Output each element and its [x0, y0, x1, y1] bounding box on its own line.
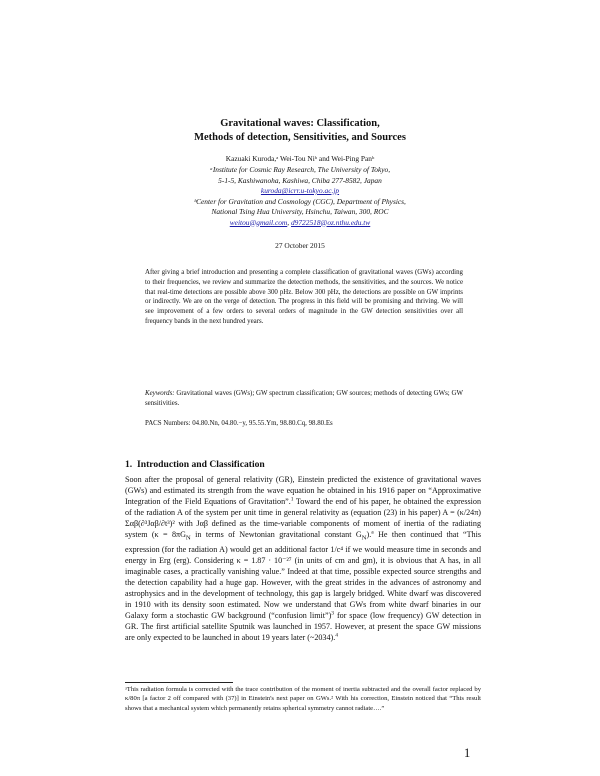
affiliation-a-line-2: 5-1-5, Kashiwanoha, Kashiwa, Chiba 277-8582, Japan [218, 175, 382, 185]
affiliation-b-line-1: ᵇCenter for Gravitation and Cosmology (CGC), Department of Physics, [194, 196, 406, 206]
affiliation-a-line-1: ᵃInstitute for Cosmic Ray Research, The University of Tokyo, [209, 165, 391, 174]
section-number: 1. [125, 459, 133, 470]
keywords-text: Gravitational waves (GWs); GW spectrum classification; GW sources; methods of detecting GWs; GW sensitivities. [145, 390, 463, 407]
abstract-text: After giving a brief introduction and presenting a complete classification of gravitational waves (GWs) according to their frequencies, we review and summarize the detection methods, the sensitivities, and the sources. We notice that real-time detections are possible above 300 pHz. Below 300 pHz, the detections are possible on GW imprints or indirectly. We are on the verge of detection. The progress in this field will be promising and thriving. We will see improvement of a few orders to several orders of magnitude in the GW detection sensitivities over all frequency bands in the next hundred years. [145, 269, 463, 325]
email-separator: , [287, 217, 291, 227]
page-number: 1 [464, 746, 471, 760]
pacs-numbers: PACS Numbers: 04.80.Nn, 04.80.−y, 95.55.Ym, 98.80.Cq, 98.80.Es [145, 420, 333, 427]
affiliation-b-email-row [0, 218, 600, 229]
body-text-4: He then continued that “This expression (for the radiation A) would get an additional factor 1/c⁴ if we would measure time in seconds and energy in Erg (erg). Considering κ = 1.87 · 10⁻²⁷ (in units of cm and gm), it is obvious that A has, in all imaginable cases, a practically vanishing value.” Indeed at that time, possible expected source strengths and the detection capability had a huge gap. However, with the great strides in the advances of astronomy and astrophysics and in the development of technology, this gap is largely bridged. White dwarf was discovered in 1910 with its density soon estimated. Now we understand that GWs from white dwarf binaries in our Galaxy form a stochastic GW background (“confusion limit”) [125, 530, 481, 621]
affiliation-b-line-2: National Tsing Hua University, Hsinchu, Taiwan, 300, ROC [211, 207, 389, 216]
footnote-rule [125, 682, 233, 683]
reference-4[interactable]: 4 [335, 632, 338, 639]
reference-3[interactable]: 3 [331, 610, 335, 617]
body-paragraph [125, 474, 481, 643]
section-title: Introduction and Classification [137, 459, 265, 470]
footnote-text: ᵃThis radiation formula is corrected with the trace contribution of the moment of inertia subtracted and the overall factor replaced by κ/80π [a factor 2 off compared with (37)] in Einstein's next paper on GWs.² With his correction, Einstein noticed that “This result shows that a mechanical system which permanently retains spherical symmetry cannot radiate….” [125, 686, 481, 712]
paper-title [0, 117, 600, 145]
body-text-1: Soon after the proposal of general relativity (GR), Einstein predicted the existence of gravitational waves (GWs) and estimated its strength from the wave equation he obtained in his 1916 paper on “Approximative Integration of the Field Equations of Gravitation”. [125, 475, 481, 507]
affiliation-a-email-row [0, 186, 600, 197]
title-line-2: Methods of detection, Sensitivities, and Sources [194, 132, 406, 143]
paper-date: 27 October 2015 [275, 241, 325, 250]
subscript-n-2: N [361, 534, 367, 542]
keywords-label: Keywords: [145, 390, 175, 397]
keywords [145, 389, 463, 409]
email-link-d9722518[interactable]: d9722518@oz.nthu.edu.tw [290, 217, 371, 227]
email-link-weitou[interactable]: weitou@gmail.com [229, 217, 288, 227]
reference-1[interactable]: 1 [290, 496, 294, 503]
body-text-3b: ). [366, 530, 372, 540]
body-text-3: in terms of Newtonian gravitational constant G [190, 530, 362, 540]
title-line-1: Gravitational waves: Classification, [220, 118, 380, 129]
body-text-2: Toward the end of his paper, he obtained the expression of the radiation A of the system per unit time in general relativity as (equation (23) in his paper) A = (κ/24π) Σαβ(∂³Jαβ/∂t³)² with Jαβ defined as the time-variable components of moment of inertia of the radiating system (κ = 8πG [125, 497, 481, 540]
footnote-ref-a[interactable]: a [371, 529, 374, 536]
subscript-n-1: N [185, 534, 191, 542]
section-heading [125, 459, 265, 470]
email-link-kuroda[interactable]: kuroda@icrr.u-tokyo.ac.jp [260, 186, 340, 195]
body-text-5: for space (low frequency) GW detection in GR. The first artificial satellite Sputnik was launched in 1957. However, at present the space GW missions are only expected to be launched in about 19 years later (~2034). [125, 611, 481, 643]
author-list: Kazuaki Kuroda,ᵃ Wei-Tou Niᵇ and Wei-Ping Panᵇ [225, 154, 375, 163]
